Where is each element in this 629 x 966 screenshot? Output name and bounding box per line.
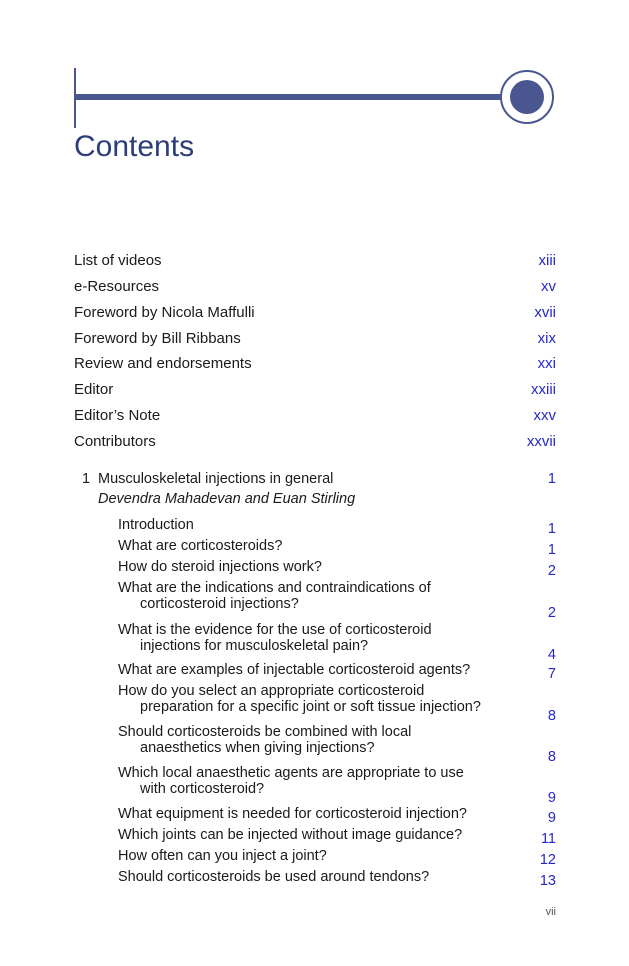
toc-entry[interactable] [74,355,556,379]
section-label: What are corticosteroids? [118,538,283,554]
section-page[interactable]: 1 [547,521,556,537]
section-label-line2: injections for musculoskeletal pain? [140,638,369,654]
section-page[interactable]: 1 [547,542,556,558]
toc-entry[interactable] [74,407,556,431]
section-label: Introduction [118,517,194,533]
section-label-line1: What are the indications and contraindications of [118,580,431,596]
toc-entry-page[interactable]: xiii [538,252,556,269]
toc-entry[interactable] [74,278,556,302]
section-label: How often can you inject a joint? [118,848,327,864]
section-label-line2: anaesthetics when giving injections? [140,740,375,756]
section-page[interactable]: 11 [540,831,556,847]
chapter-title: Musculoskeletal injections in general [98,471,334,487]
section-label-line1: How do you select an appropriate corticosteroid [118,683,425,699]
header-dot-ornament [510,80,544,114]
section-entry[interactable] [118,622,556,663]
header-horizontal-bar [74,94,514,100]
toc-entry-page[interactable]: xxi [537,355,556,372]
toc-entry-label: e-Resources [74,278,160,295]
toc-entry[interactable] [74,252,556,276]
section-page[interactable]: 8 [547,708,556,724]
section-page[interactable]: 2 [547,605,556,621]
section-label-line2: with corticosteroid? [140,781,265,797]
section-label [118,765,464,797]
section-page[interactable]: 12 [539,852,556,868]
section-entry[interactable] [118,827,556,847]
section-page[interactable]: 8 [547,749,556,765]
toc-entry[interactable] [74,433,556,457]
toc-entry-page[interactable]: xxv [533,407,556,424]
section-entry[interactable] [118,517,556,537]
section-label [118,580,431,612]
section-label-line1: What is the evidence for the use of corticosteroid [118,622,432,638]
section-label-line2: preparation for a specific joint or soft tissue injection? [140,699,481,715]
toc-entry[interactable] [74,330,556,354]
toc-entry-label: Foreword by Nicola Maffulli [74,304,255,321]
page-number: vii [545,906,556,918]
section-label-line2: corticosteroid injections? [140,596,299,612]
section-entry[interactable] [118,869,556,889]
toc-entry-label: Editor [74,381,114,398]
section-label: How do steroid injections work? [118,559,322,575]
section-entry[interactable] [118,538,556,558]
section-page[interactable]: 9 [547,810,556,826]
toc-entry-page[interactable]: xxvii [526,433,556,450]
section-label: What are examples of injectable corticosteroid agents? [118,662,471,678]
toc-entry-label: Review and endorsements [74,355,252,372]
section-entry[interactable] [118,724,556,765]
section-entry[interactable] [118,580,556,621]
toc-entry-page[interactable]: xv [541,278,556,295]
section-entry[interactable] [118,683,556,724]
toc-entry-label: Contributors [74,433,156,450]
toc-entry-label: Foreword by Bill Ribbans [74,330,241,347]
toc-entry-label: List of videos [74,252,162,269]
section-label [118,683,481,715]
section-page[interactable]: 9 [547,790,556,806]
section-page[interactable]: 4 [547,647,556,663]
section-entry[interactable] [118,662,556,682]
toc-entry-page[interactable]: xvii [534,304,556,321]
section-label: Which joints can be injected without image guidance? [118,827,463,843]
section-page[interactable]: 7 [547,666,556,682]
section-label-line1: Which local anaesthetic agents are appropriate to use [118,765,464,781]
section-label: Should corticosteroids be used around tendons? [118,869,430,885]
section-label [118,724,411,756]
section-page[interactable]: 2 [547,563,556,579]
toc-entry-page[interactable]: xix [537,330,556,347]
section-label: What equipment is needed for corticosteroid injection? [118,806,467,822]
section-label-line1: Should corticosteroids be combined with local [118,724,412,740]
section-label [118,622,432,654]
section-entry[interactable] [118,806,556,826]
section-page[interactable]: 13 [539,873,556,889]
toc-entry[interactable] [74,381,556,405]
chapter-page[interactable]: 1 [547,471,556,487]
toc-entry[interactable] [74,304,556,328]
chapter-number: 1 [82,471,91,487]
section-entry[interactable] [118,848,556,868]
chapter-authors: Devendra Mahadevan and Euan Stirling [98,491,356,507]
toc-entry-label: Editor’s Note [74,407,161,424]
section-entry[interactable] [118,559,556,579]
page-title: Contents [74,130,195,163]
toc-entry-page[interactable]: xxiii [531,381,556,398]
section-entry[interactable] [118,765,556,806]
